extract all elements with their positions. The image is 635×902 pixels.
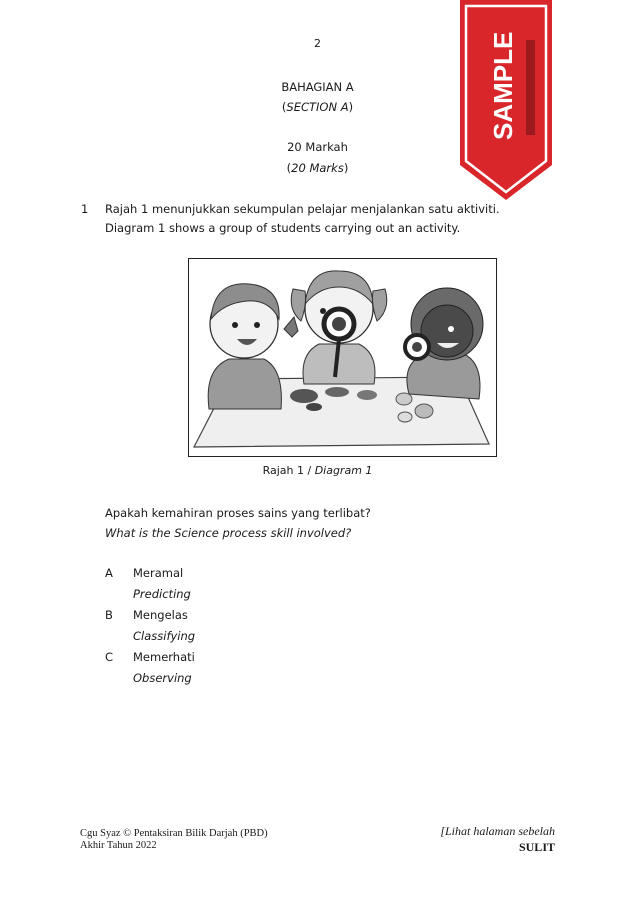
option-a-en: Predicting xyxy=(133,587,191,601)
footer-left-line-2: Akhir Tahun 2022 xyxy=(80,840,157,851)
sample-ribbon-icon xyxy=(460,0,552,200)
ask-text-en: What is the Science process skill involved? xyxy=(105,526,352,540)
option-c-en: Observing xyxy=(133,671,192,685)
question-text-en: Diagram 1 shows a group of students carrying out an activity. xyxy=(105,221,461,235)
page-number: 2 xyxy=(314,37,321,50)
diagram-1-illustration xyxy=(188,258,497,457)
option-b-ms: Mengelas xyxy=(133,608,188,622)
marks-title: 20 Markah xyxy=(287,140,348,154)
option-a-ms: Meramal xyxy=(133,566,184,580)
option-b-en: Classifying xyxy=(133,629,196,643)
footer-left-line-1: Cgu Syaz © Pentaksiran Bilik Darjah (PBD) xyxy=(80,828,268,839)
option-c-letter: C xyxy=(105,650,114,664)
ask-text-ms: Apakah kemahiran proses sains yang terlibat? xyxy=(105,506,371,520)
sample-stamp-text: SAMPLE xyxy=(488,31,518,140)
sample-stamp xyxy=(460,0,552,200)
option-a-letter: A xyxy=(105,566,113,580)
question-number: 1 xyxy=(81,202,89,216)
section-title: BAHAGIAN A xyxy=(281,80,354,94)
option-b-letter: B xyxy=(105,608,113,622)
figure-caption: Rajah 1 / Diagram 1 xyxy=(262,464,373,477)
question-text-ms: Rajah 1 menunjukkan sekumpulan pelajar menjalankan satu aktiviti. xyxy=(105,202,500,216)
footer-left xyxy=(80,828,268,852)
option-c-ms: Memerhati xyxy=(133,650,195,664)
marks-subtitle: (20 Marks) xyxy=(286,161,349,175)
students-with-magnifying-glass-illustration xyxy=(189,259,496,456)
section-subtitle: (SECTION A) xyxy=(281,100,354,114)
footer-classification: SULIT xyxy=(518,840,555,854)
footer-next-page: [Lihat halaman sebelah xyxy=(440,824,555,838)
